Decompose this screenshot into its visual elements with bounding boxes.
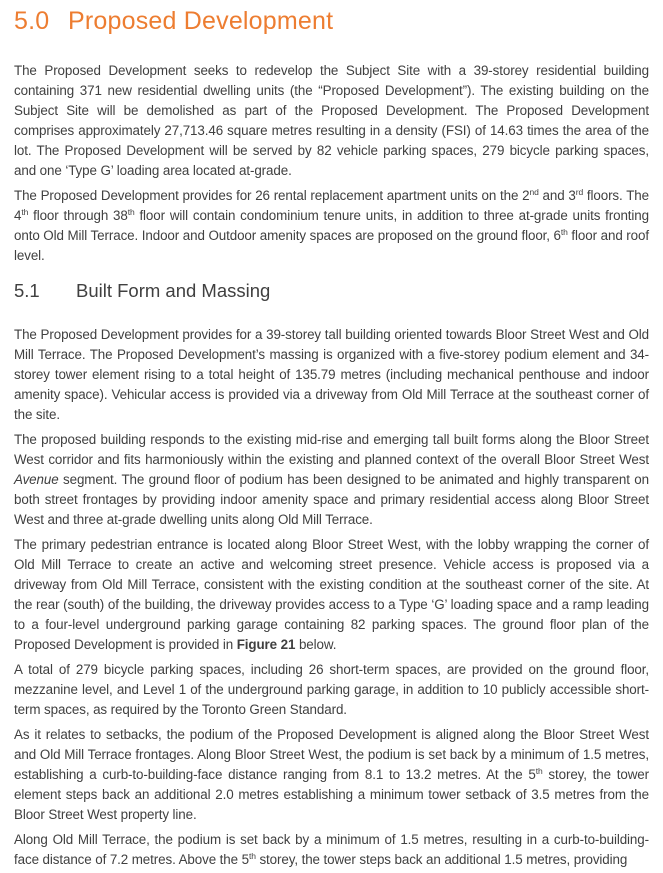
superscript-ordinal: rd xyxy=(575,187,584,197)
text-run: storey, the tower element steps back an additional 2.0 metres establishing a minimum tower setback of 3.5 metres from the Bloor Street West property line. xyxy=(14,767,649,822)
superscript-ordinal: th xyxy=(560,227,568,237)
figure-reference: Figure 21 xyxy=(236,637,296,652)
paragraph-6 xyxy=(14,660,649,720)
section-heading-5-0 xyxy=(14,6,649,36)
text-run: The Proposed Development seeks to redevelop the Subject Site with a 39-storey residential building containing 371 new residential dwelling units (the “Proposed Development”). The existing building on the Subject Site will be demolished as part of the Proposed Development. The Proposed Development comprises approximately 27,713.46 square metres resulting in a density (FSI) of 14.63 times the area of the lot. The Proposed Development will be served by 82 vehicle parking spaces, 279 bicycle parking spaces, and one ‘Type G’ loading area located at-grade. xyxy=(14,63,649,178)
superscript-ordinal: th xyxy=(248,851,256,861)
superscript-ordinal: nd xyxy=(529,187,539,197)
text-run: As it relates to setbacks, the podium of the Proposed Development is aligned along the Bloor Street West and Old Mill Terrace frontages. Along Bloor Street West, the podium is set back by a minimum of 1.5 metres, establishing a curb-to-building-face distance ranging from 8.1 to 13.2 metres. At the 5 xyxy=(14,727,649,782)
superscript-ordinal: th xyxy=(127,207,135,217)
text-run: The Proposed Development provides for 26 rental replacement apartment units on the 2 xyxy=(14,188,530,203)
paragraph-7 xyxy=(14,725,649,825)
text-run: floor and roof level. xyxy=(14,228,649,263)
text-run: A total of 279 bicycle parking spaces, including 26 short-term spaces, are provided on the ground floor, mezzanine level, and Level 1 of the underground parking garage, in addition to 10 publicly accessible short-term spaces, as required by the Toronto Green Standard. xyxy=(14,662,649,717)
text-run: floor through 38 xyxy=(28,208,128,223)
text-run: and 3 xyxy=(538,188,576,203)
paragraph-3 xyxy=(14,325,649,425)
paragraph-8 xyxy=(14,830,649,870)
superscript-ordinal: th xyxy=(21,207,29,217)
text-run: Along Old Mill Terrace, the podium is set back by a minimum of 1.5 metres, resulting in a curb-to-building-face distance of 7.2 metres. Above the 5 xyxy=(14,832,649,867)
paragraph-5 xyxy=(14,535,649,655)
paragraph-1 xyxy=(14,61,649,181)
text-run: The proposed building responds to the existing mid-rise and emerging tall built forms along the Bloor Street West corridor and fits harmoniously within the existing and planned context of the overall Bloor Street West xyxy=(14,432,649,467)
text-run: storey, the tower steps back an additional 1.5 metres, providing xyxy=(255,852,628,867)
paragraph-2 xyxy=(14,186,649,266)
text-run: below. xyxy=(295,637,337,652)
superscript-ordinal: th xyxy=(535,766,543,776)
text-run: The primary pedestrian entrance is located along Bloor Street West, with the lobby wrapping the corner of Old Mill Terrace to create an active and welcoming street presence. Vehicle access is proposed via a driveway from Old Mill Terrace, consistent with the existing condition at the southeast corner of the site. At the rear (south) of the building, the driveway provides access to a Type ‘G’ loading space and a ramp leading to a four-level underground parking garage containing 82 parking spaces. The ground floor plan of the Proposed Development is provided in xyxy=(14,537,649,652)
section-number-5-0: 5.0 xyxy=(14,7,50,35)
section-title-5-0: Proposed Development xyxy=(68,7,334,35)
text-run: The Proposed Development provides for a 39-storey tall building oriented towards Bloor Street West and Old Mill Terrace. The Proposed Development’s massing is organized with a five-storey podium element and 34-storey tower element rising to a total height of 135.79 metres (including mechanical penthouse and indoor amenity space). Vehicular access is provided via a driveway from Old Mill Terrace at the southeast corner of the site. xyxy=(14,327,649,422)
text-run: segment. The ground floor of podium has been designed to be animated and highly transparent on both street frontages by providing indoor amenity space and primary residential access along Bloor Street West and three at-grade dwelling units along Old Mill Terrace. xyxy=(14,472,649,527)
paragraph-4 xyxy=(14,430,649,530)
italic-run: Avenue xyxy=(14,472,59,487)
section-number-5-1: 5.1 xyxy=(14,280,40,301)
text-run: floor will contain condominium tenure units, in addition to three at-grade units fronting onto Old Mill Terrace. Indoor and Outdoor amenity spaces are proposed on the ground floor, 6 xyxy=(14,208,649,243)
text-run: floors. The 4 xyxy=(14,188,649,223)
section-heading-5-1 xyxy=(14,280,649,302)
section-title-5-1: Built Form and Massing xyxy=(76,280,271,301)
